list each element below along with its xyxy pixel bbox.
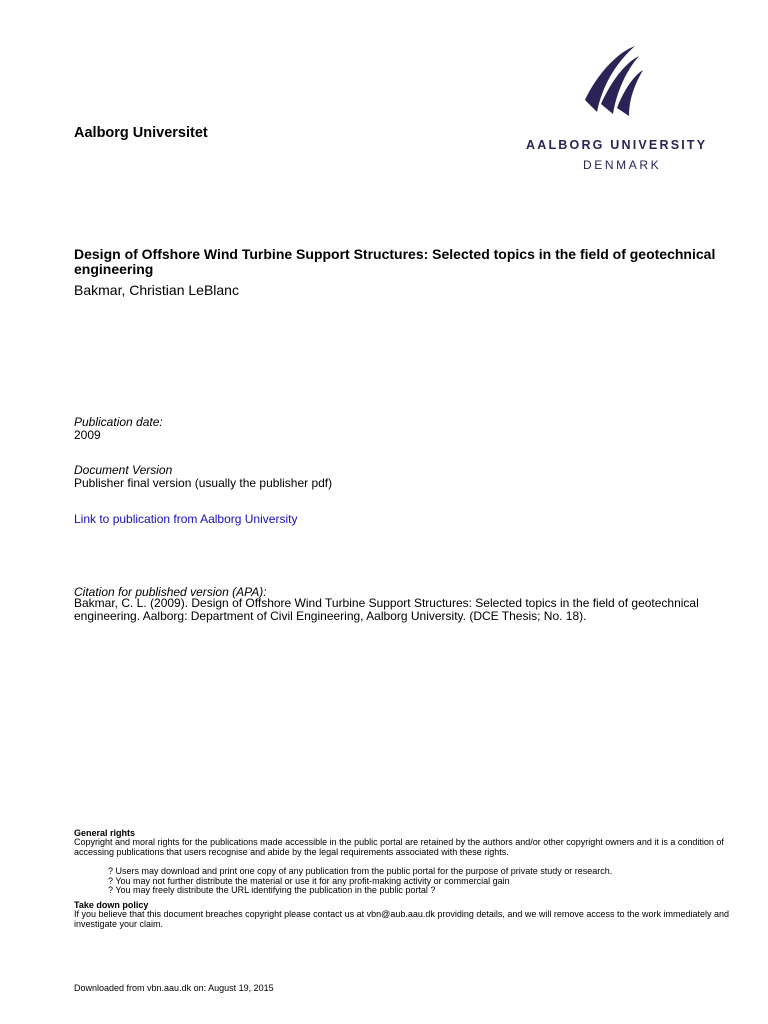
document-version-label: Document Version [74,463,173,477]
university-logo-icon [583,42,643,116]
publication-link[interactable]: Link to publication from Aalborg University [74,512,298,526]
document-version-value: Publisher final version (usually the publisher pdf) [74,476,333,490]
citation-label: Citation for published version (APA): [74,585,267,599]
list-item: ? Users may download and print one copy of any publication from the public portal for the purpose of private study or research. [108,866,613,876]
logo-university-name: AALBORG UNIVERSITY [526,138,708,152]
downloaded-footer: Downloaded from vbn.aau.dk on: August 19, 2015 [74,983,274,993]
document-title: Design of Offshore Wind Turbine Support Structures: Selected topics in the field of geotechnical engineering [74,246,716,277]
general-rights-heading: General rights [74,828,136,838]
general-rights-text: Copyright and moral rights for the publications made accessible in the public portal are retained by the authors and/or other copyright owners and it is a condition of accessing publications that users recognise and abide by the legal requirements associated with these rights. [74,837,724,857]
document-author: Bakmar, Christian LeBlanc [74,282,239,298]
list-item: ? You may freely distribute the URL identifying the publication in the public portal ? [108,885,436,895]
citation-text: Bakmar, C. L. (2009). Design of Offshore Wind Turbine Support Structures: Selected topics in the field of geotechnical engineering. Aalborg: Department of Civil Engineering, Aalborg University. (DCE Thesis; No. 18). [74,596,699,623]
publication-date-label: Publication date: [74,415,163,429]
logo-country: DENMARK [583,158,662,172]
take-down-text: If you believe that this document breaches copyright please contact us at vbn@aub.aau.dk providing details, and we will remove access to the work immediately and investigate your claim. [74,909,729,929]
list-item: ? You may not further distribute the material or use it for any profit-making activity or commercial gain [108,875,510,886]
institution-name: Aalborg Universitet [74,125,208,141]
publication-date-value: 2009 [74,428,101,442]
general-rights-list [108,867,728,896]
take-down-heading: Take down policy [74,900,149,910]
